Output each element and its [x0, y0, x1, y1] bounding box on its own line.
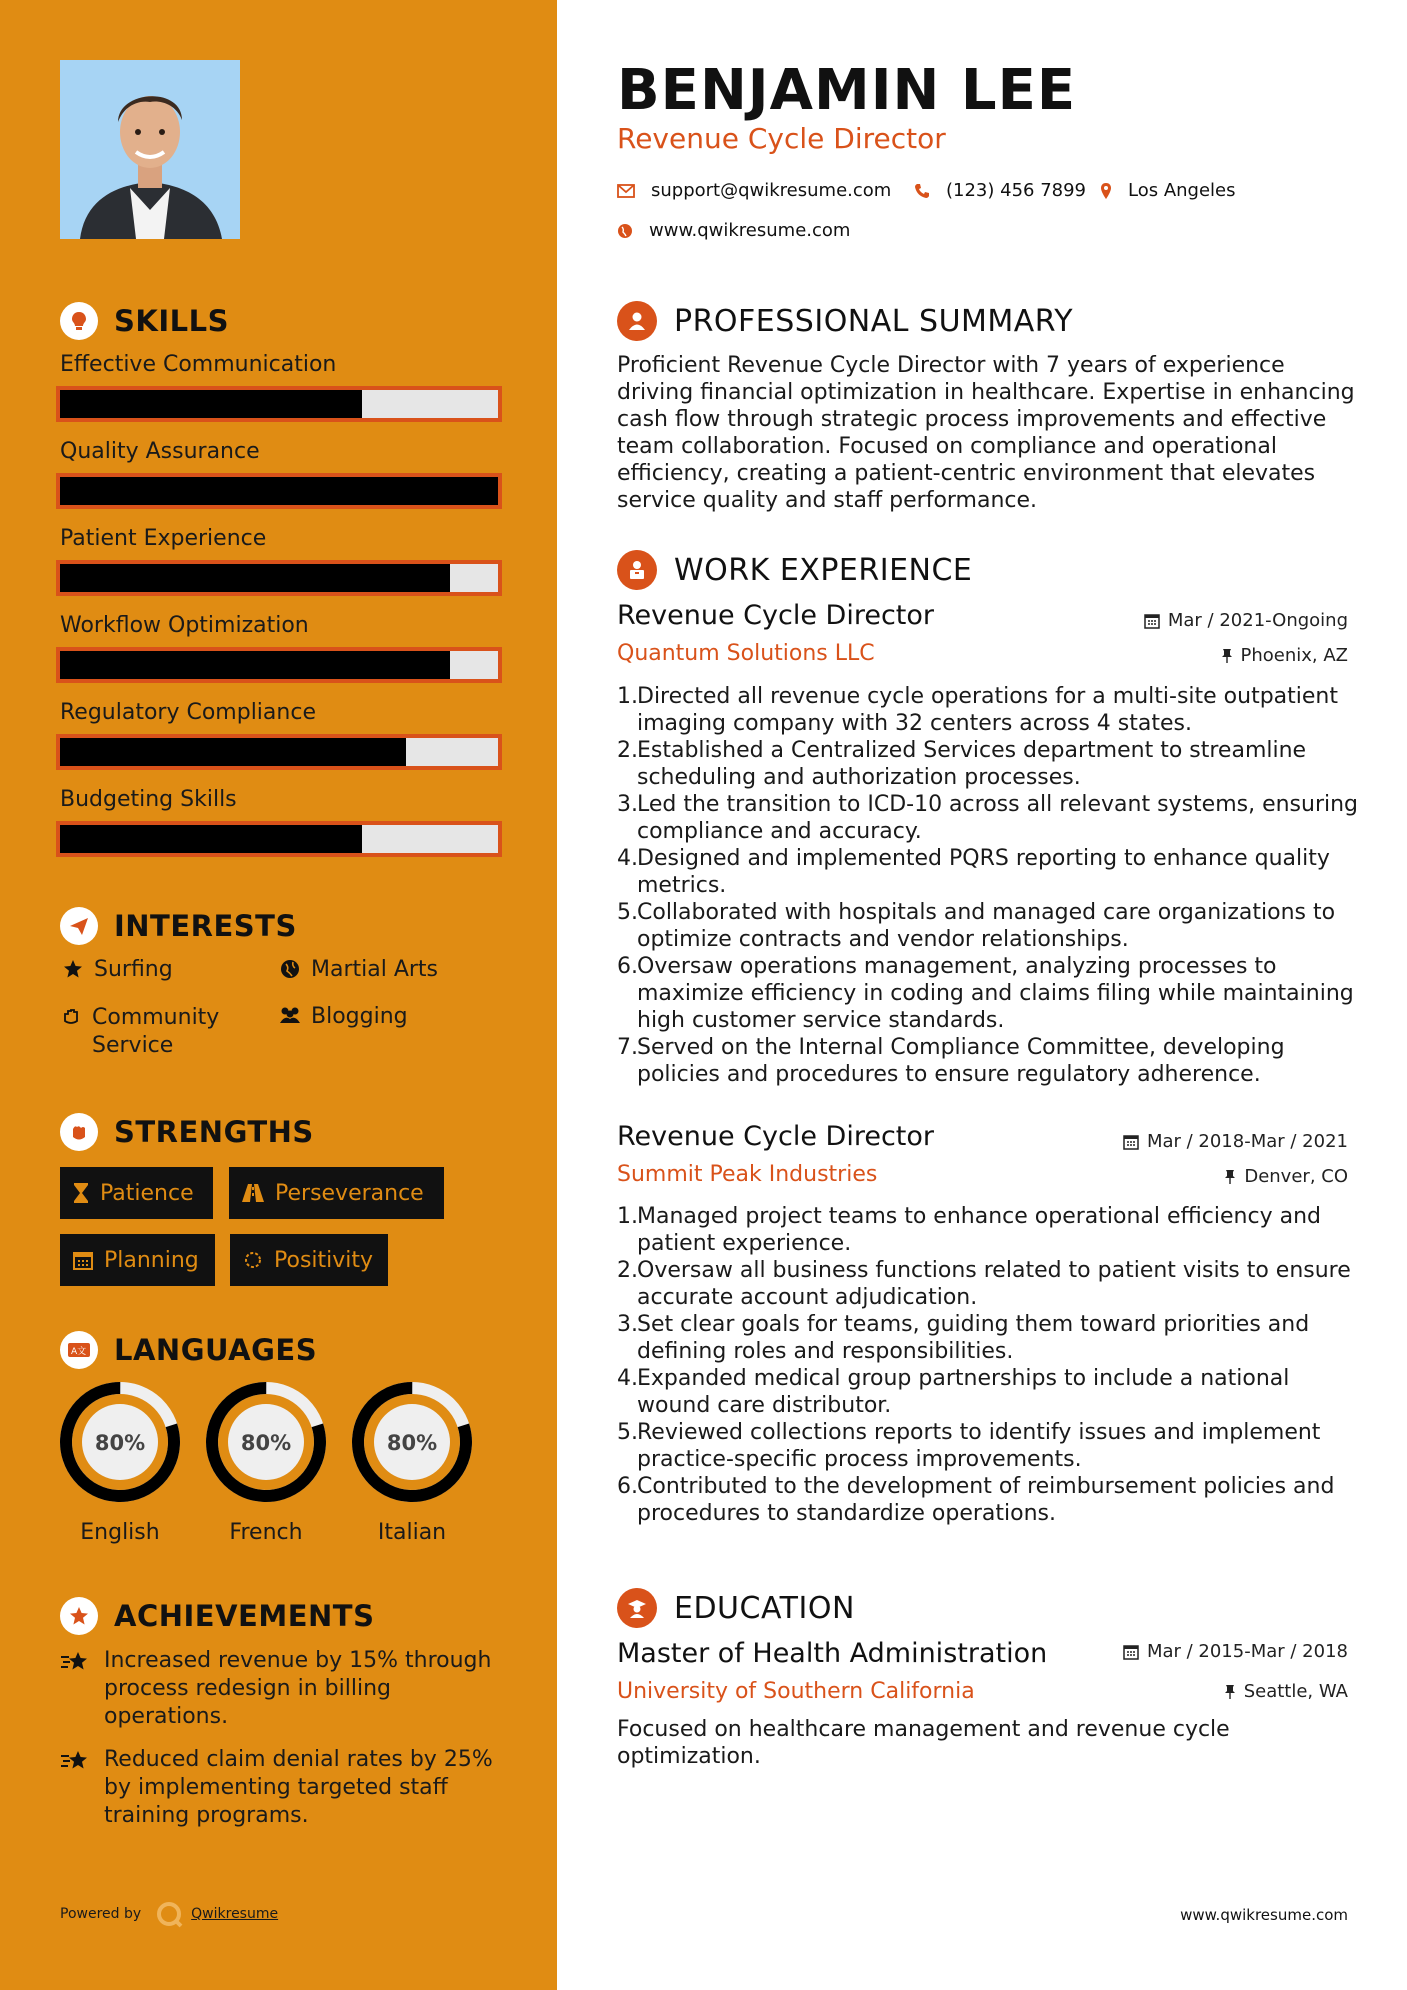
school-name: University of Southern California	[617, 1679, 975, 1704]
job-bullet	[617, 899, 1359, 953]
lightbulb-icon	[60, 302, 98, 340]
strengths-heading	[60, 1113, 314, 1151]
bullet-number: 4.	[617, 846, 638, 871]
summary-title: PROFESSIONAL SUMMARY	[674, 303, 1074, 339]
skill-label: Regulatory Compliance	[60, 700, 316, 725]
bullet-number: 5.	[617, 900, 638, 925]
user-icon	[617, 301, 657, 341]
job-location-text: Denver, CO	[1244, 1166, 1348, 1187]
calendar-icon	[72, 1249, 94, 1271]
strength-label: Planning	[104, 1247, 199, 1273]
contact-website	[617, 220, 850, 241]
email-text[interactable]: support@qwikresume.com	[651, 180, 892, 201]
bullet-text: Contributed to the development of reimbursement policies and procedures to standardize operations.	[637, 1474, 1335, 1526]
degree-title: Master of Health Administration	[617, 1638, 1048, 1669]
strength-badge	[60, 1167, 213, 1219]
bullet-number: 3.	[617, 792, 638, 817]
bullet-number: 6.	[617, 1474, 638, 1499]
pushpin-icon	[1224, 1169, 1236, 1185]
award-star-icon	[60, 1597, 98, 1635]
language-percent: 80%	[386, 1431, 438, 1455]
job-bullet	[617, 953, 1359, 1034]
achievements-title: ACHIEVEMENTS	[114, 1599, 375, 1633]
skill-bar-fill	[60, 738, 406, 766]
fist-icon	[60, 1113, 98, 1151]
job-dates-text: Mar / 2018-Mar / 2021	[1146, 1131, 1348, 1152]
skill-bar	[56, 734, 502, 770]
job-location	[1224, 1166, 1348, 1187]
sidebar	[0, 0, 557, 1990]
shooting-star-icon	[60, 1746, 92, 1830]
languages-title: LANGUAGES	[114, 1333, 318, 1367]
language-icon	[60, 1331, 98, 1369]
language-name: French	[229, 1520, 303, 1545]
strength-label: Perseverance	[275, 1180, 424, 1206]
footer-url[interactable]: www.qwikresume.com	[1180, 1906, 1348, 1924]
users-icon	[277, 1004, 303, 1026]
interest-label: Community Service	[92, 1005, 220, 1058]
bullet-text: Led the transition to ICD-10 across all relevant systems, ensuring compliance and accuracy.	[637, 792, 1359, 844]
bullet-text: Collaborated with hospitals and managed care organizations to optimize contracts and vendor relationships.	[637, 900, 1336, 952]
interests-title: INTERESTS	[114, 909, 297, 943]
job-bullets	[617, 1203, 1359, 1527]
summary-heading	[617, 301, 1073, 341]
education-heading	[617, 1588, 855, 1628]
education-description: Focused on healthcare management and revenue cycle optimization.	[617, 1717, 1230, 1769]
envelope-icon	[617, 184, 635, 198]
interests-heading	[60, 907, 297, 945]
skill-bar-fill	[60, 390, 362, 418]
strength-badge	[229, 1167, 444, 1219]
skills-title: SKILLS	[114, 304, 229, 338]
job-company: Quantum Solutions LLC	[617, 641, 875, 666]
bullet-text: Expanded medical group partnerships to include a national wound care distributor.	[637, 1366, 1290, 1418]
language-item	[204, 1380, 328, 1545]
language-percent: 80%	[94, 1431, 146, 1455]
job-company: Summit Peak Industries	[617, 1162, 878, 1187]
achievement-item	[60, 1647, 500, 1731]
skill-label: Effective Communication	[60, 352, 337, 377]
language-name: English	[80, 1520, 160, 1545]
education-dates	[1123, 1641, 1348, 1662]
language-ring	[204, 1380, 328, 1504]
strengths-title: STRENGTHS	[114, 1115, 314, 1149]
contact-phone	[914, 180, 1086, 201]
bullet-text: Reviewed collections reports to identify issues and implement practice-specific process improvements.	[637, 1420, 1321, 1472]
job-bullet	[617, 845, 1359, 899]
interest-label: Surfing	[94, 957, 173, 982]
sun-icon	[242, 1249, 264, 1271]
achievement-text: Increased revenue by 15% through process redesign in billing operations.	[104, 1648, 492, 1729]
pushpin-icon	[1224, 1684, 1236, 1700]
qwikresume-logo-icon	[155, 1900, 183, 1928]
svg-text:A文: A文	[71, 1347, 87, 1357]
job-bullet	[617, 1034, 1359, 1088]
skill-bar-fill	[60, 651, 450, 679]
bullet-text: Designed and implemented PQRS reporting to enhance quality metrics.	[637, 846, 1330, 898]
contact-location	[1100, 180, 1236, 201]
candidate-role: Revenue Cycle Director	[617, 122, 946, 155]
job-bullets	[617, 683, 1359, 1088]
briefcase-user-icon	[617, 550, 657, 590]
bullet-number: 4.	[617, 1366, 638, 1391]
language-item	[350, 1380, 474, 1545]
experience-heading	[617, 550, 972, 590]
job-bullet	[617, 737, 1359, 791]
achievement-text: Reduced claim denial rates by 25% by implementing targeted staff training programs.	[104, 1747, 493, 1828]
education-dates-text: Mar / 2015-Mar / 2018	[1146, 1641, 1348, 1662]
skill-bar	[56, 821, 502, 857]
language-percent: 80%	[240, 1431, 292, 1455]
strength-badge	[230, 1234, 388, 1286]
job-location	[1221, 645, 1349, 666]
candidate-name: BENJAMIN LEE	[617, 58, 1077, 123]
skill-label: Budgeting Skills	[60, 787, 237, 812]
skills-heading	[60, 302, 229, 340]
star-icon	[60, 957, 86, 979]
skill-bar-fill	[60, 564, 450, 592]
bullet-number: 5.	[617, 1420, 638, 1445]
powered-prefix: Powered by	[60, 1906, 142, 1922]
language-ring	[58, 1380, 182, 1504]
bullet-number: 1.	[617, 1204, 638, 1229]
paper-plane-icon	[60, 907, 98, 945]
bullet-number: 1.	[617, 684, 638, 709]
job-bullet	[617, 1203, 1359, 1257]
education-location-text: Seattle, WA	[1243, 1681, 1348, 1702]
map-pin-icon	[1100, 182, 1112, 200]
globe-icon	[277, 957, 303, 979]
job-bullet	[617, 1311, 1359, 1365]
interest-label: Martial Arts	[311, 957, 439, 982]
bullet-number: 2.	[617, 1258, 638, 1283]
job-bullet	[617, 1257, 1359, 1311]
calendar-icon	[1144, 613, 1160, 629]
skill-bar	[56, 473, 502, 509]
job-location-text: Phoenix, AZ	[1240, 645, 1348, 666]
bullet-text: Managed project teams to enhance operational efficiency and patient experience.	[637, 1204, 1321, 1256]
job-bullet	[617, 1419, 1359, 1473]
phone-icon	[914, 183, 930, 199]
job-title: Revenue Cycle Director	[617, 1121, 934, 1152]
bullet-number: 7.	[617, 1035, 638, 1060]
job-dates	[1123, 1131, 1348, 1152]
education-title: EDUCATION	[674, 1590, 855, 1626]
skill-label: Patient Experience	[60, 526, 267, 551]
skill-label: Quality Assurance	[60, 439, 260, 464]
interest-item	[277, 1004, 408, 1029]
language-item	[58, 1380, 182, 1545]
summary-text: Proficient Revenue Cycle Director with 7 years of experience driving financial optimization in healthcare. Expertise in enhancing cash flow through strategic process improvements and effective team collaboration. Focused on compliance and operational efficiency, creating a patient-centric environment that elevates service quality and staff performance.	[617, 353, 1355, 513]
skill-label: Workflow Optimization	[60, 613, 309, 638]
skill-bar	[56, 560, 502, 596]
job-dates	[1144, 610, 1348, 631]
bullet-number: 6.	[617, 954, 638, 979]
powered-by	[60, 1900, 278, 1928]
calendar-icon	[1123, 1134, 1139, 1150]
achievement-item	[60, 1746, 500, 1830]
job-dates-text: Mar / 2021-Ongoing	[1167, 610, 1348, 631]
bullet-text: Served on the Internal Compliance Committee, developing policies and procedures to ensure regulatory adherence.	[637, 1035, 1285, 1087]
interest-item	[277, 957, 438, 982]
job-bullet	[617, 1365, 1359, 1419]
interest-item	[58, 1004, 258, 1060]
globe-icon	[617, 223, 633, 239]
powered-brand-link[interactable]: Qwikresume	[191, 1906, 279, 1922]
job-bullet	[617, 1473, 1359, 1527]
bullet-text: Oversaw operations management, analyzing processes to maximize efficiency in coding and claims filing while maintaining high customer service standards.	[637, 954, 1354, 1033]
languages-heading	[60, 1331, 317, 1369]
strength-label: Positivity	[274, 1247, 374, 1273]
bullet-text: Directed all revenue cycle operations for a multi-site outpatient imaging company with 32 centers across 4 states.	[637, 684, 1338, 736]
strength-label: Patience	[100, 1180, 194, 1206]
interest-label: Blogging	[311, 1004, 408, 1029]
skill-bar	[56, 386, 502, 422]
calendar-icon	[1123, 1644, 1139, 1660]
shooting-star-icon	[60, 1647, 92, 1731]
job-title: Revenue Cycle Director	[617, 600, 934, 631]
phone-text: (123) 456 7899	[946, 180, 1087, 201]
road-icon	[241, 1183, 265, 1203]
bullet-number: 2.	[617, 738, 638, 763]
education-location	[1224, 1681, 1348, 1702]
contact-email	[617, 180, 891, 201]
skill-bar-fill	[60, 825, 362, 853]
pushpin-icon	[1221, 648, 1233, 664]
website-text[interactable]: www.qwikresume.com	[649, 220, 851, 241]
bullet-text: Set clear goals for teams, guiding them toward priorities and defining roles and responsibilities.	[637, 1312, 1310, 1364]
bullet-text: Oversaw all business functions related to patient visits to ensure accurate account adjudication.	[637, 1258, 1351, 1310]
achievements-heading	[60, 1597, 374, 1635]
graduate-icon	[617, 1588, 657, 1628]
skill-bar-fill	[60, 477, 498, 505]
job-bullet	[617, 683, 1359, 737]
hand-icon	[58, 1004, 84, 1026]
location-text: Los Angeles	[1128, 180, 1236, 201]
bullet-text: Established a Centralized Services department to streamline scheduling and authorization processes.	[637, 738, 1307, 790]
job-bullet	[617, 791, 1359, 845]
bullet-number: 3.	[617, 1312, 638, 1337]
language-name: Italian	[377, 1520, 447, 1545]
hourglass-icon	[72, 1182, 90, 1204]
skill-bar	[56, 647, 502, 683]
language-ring	[350, 1380, 474, 1504]
profile-photo	[60, 60, 240, 239]
experience-title: WORK EXPERIENCE	[674, 552, 973, 588]
interest-item	[60, 957, 173, 982]
strength-badge	[60, 1234, 215, 1286]
